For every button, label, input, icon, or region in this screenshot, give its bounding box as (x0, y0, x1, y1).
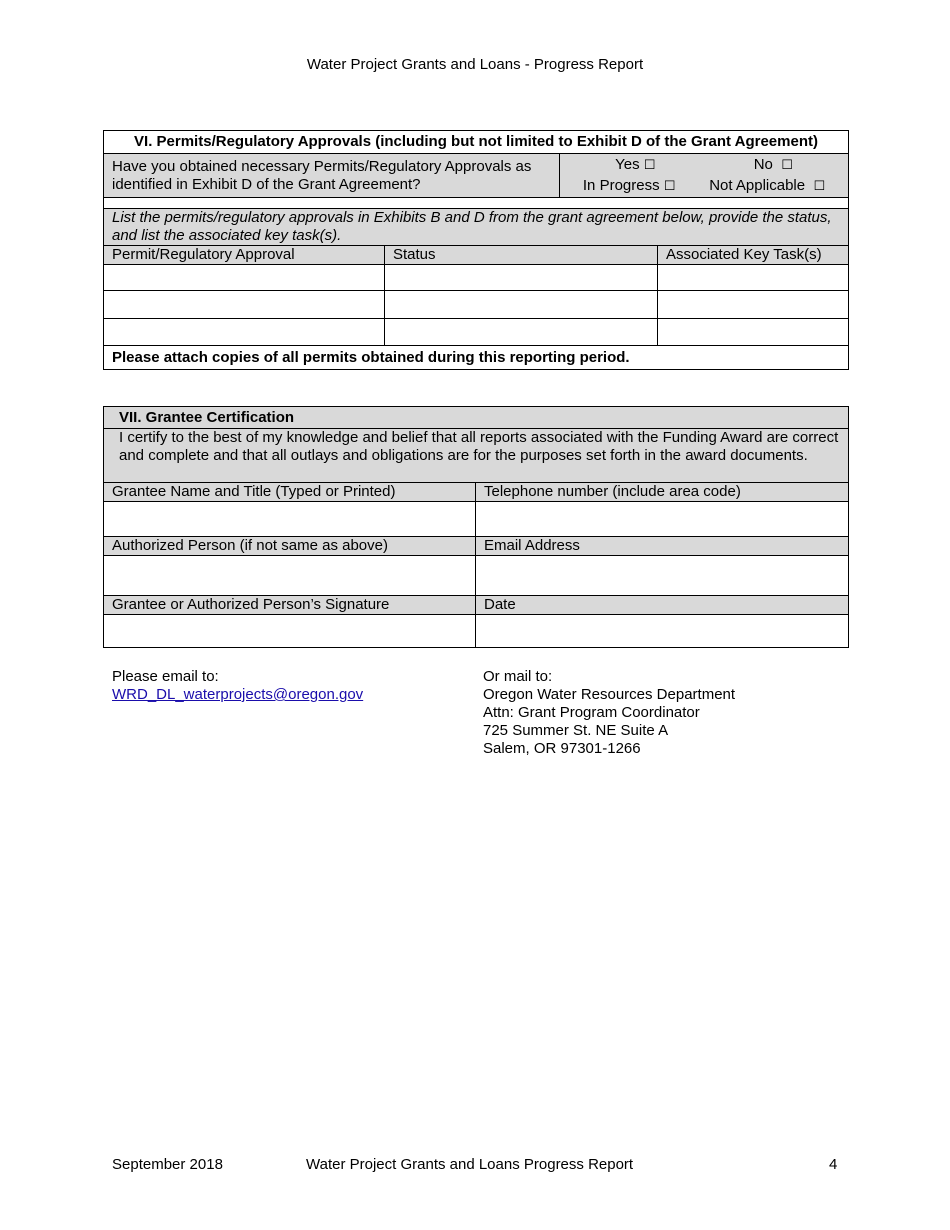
authorized-person-field[interactable] (104, 556, 476, 596)
yes-option[interactable]: Yes ☐ (615, 156, 656, 173)
permit-cell[interactable] (104, 265, 385, 291)
certification-table (103, 406, 849, 648)
email-address-field[interactable] (476, 556, 849, 596)
permit-cell[interactable] (104, 291, 385, 319)
mail-address-line: Oregon Water Resources Department (483, 686, 736, 703)
permits-table (103, 130, 849, 370)
telephone-field[interactable] (476, 502, 849, 537)
no-checkbox-icon[interactable]: ☐ (781, 158, 793, 173)
email-label: Please email to: (112, 668, 219, 685)
date-field[interactable] (476, 615, 849, 648)
mail-address-line: Salem, OR 97301-1266 (483, 740, 641, 757)
mail-submission (483, 668, 735, 758)
permits-question: Have you obtained necessary Permits/Regulatory Approvals as identified in Exhibit D of the Grant Agreement? (104, 154, 560, 198)
date-label: Date (476, 596, 849, 615)
mail-address-line: Attn: Grant Program Coordinator (483, 704, 700, 721)
mail-label: Or mail to: (483, 668, 553, 685)
footer-title: Water Project Grants and Loans Progress Report (306, 1156, 634, 1173)
column-header-permit: Permit/Regulatory Approval (104, 246, 385, 265)
attach-permits-note: Please attach copies of all permits obtained during this reporting period. (104, 346, 849, 370)
footer-page-number: 4 (829, 1156, 838, 1173)
not-applicable-checkbox-icon[interactable]: ☐ (813, 179, 826, 194)
footer-date: September 2018 (112, 1156, 223, 1173)
not-applicable-option[interactable]: Not Applicable ☐ (709, 177, 826, 194)
page-header: Water Project Grants and Loans - Progress Report (306, 56, 644, 73)
authorized-person-label: Authorized Person (if not same as above) (104, 537, 476, 556)
status-cell[interactable] (385, 319, 658, 346)
email-submission (112, 668, 363, 704)
signature-field[interactable] (104, 615, 476, 648)
table-row (104, 319, 849, 346)
status-cell[interactable] (385, 291, 658, 319)
spacer-row (104, 198, 849, 209)
column-header-status: Status (385, 246, 658, 265)
telephone-label: Telephone number (include area code) (476, 483, 849, 502)
certification-statement: I certify to the best of my knowledge and belief that all reports associated with the Funding Award are correct and complete and that all outlays and obligations are for the purposes set forth in the award documents. (104, 429, 849, 483)
key-task-cell[interactable] (658, 265, 849, 291)
table-row (104, 291, 849, 319)
section-7-heading: VII. Grantee Certification (104, 407, 849, 429)
email-address-label: Email Address (476, 537, 849, 556)
grantee-name-label: Grantee Name and Title (Typed or Printed) (104, 483, 476, 502)
permits-answer-options (560, 154, 849, 198)
status-cell[interactable] (385, 265, 658, 291)
grantee-name-field[interactable] (104, 502, 476, 537)
no-option[interactable]: No ☐ (753, 156, 793, 173)
permit-cell[interactable] (104, 319, 385, 346)
mail-address-line: 725 Summer St. NE Suite A (483, 722, 669, 739)
column-header-key-tasks: Associated Key Task(s) (658, 246, 849, 265)
permits-instructions: List the permits/regulatory approvals in Exhibits B and D from the grant agreement below, provide the status, and list the associated key task(s). (104, 209, 849, 246)
section-6-heading: VI. Permits/Regulatory Approvals (including but not limited to Exhibit D of the Grant Agreement) (104, 131, 849, 154)
key-task-cell[interactable] (658, 291, 849, 319)
signature-label: Grantee or Authorized Person’s Signature (104, 596, 476, 615)
in-progress-checkbox-icon[interactable]: ☐ (663, 179, 676, 194)
in-progress-option[interactable]: In Progress ☐ (582, 177, 676, 194)
table-row (104, 265, 849, 291)
email-link[interactable]: WRD_DL_waterprojects@oregon.gov (112, 686, 364, 703)
key-task-cell[interactable] (658, 319, 849, 346)
yes-checkbox-icon[interactable]: ☐ (643, 158, 656, 173)
